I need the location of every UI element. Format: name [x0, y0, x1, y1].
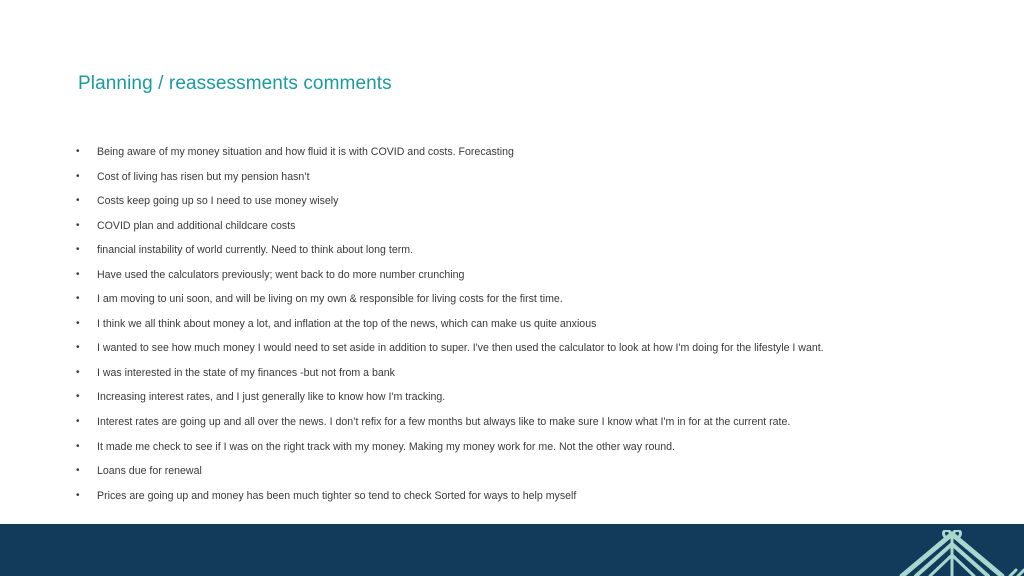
list-item-text: I am moving to uni soon, and will be living on my own & responsible for living costs for the first time.: [97, 293, 563, 306]
list-item-text: Interest rates are going up and all over the news. I don’t refix for a few months but always like to make sure I know what I'm in for at the current rate.: [97, 416, 791, 429]
list-item-text: I think we all think about money a lot, and inflation at the top of the news, which can make us quite anxious: [97, 317, 597, 330]
bullet-icon: •: [76, 317, 80, 329]
footer-bar: [0, 524, 1024, 576]
bullet-icon: •: [76, 244, 80, 256]
slide-title: Planning / reassessments comments: [78, 73, 392, 94]
bullet-icon: •: [76, 146, 80, 157]
bullet-icon: •: [76, 391, 80, 403]
list-item-text: I was interested in the state of my finances -but not from a bank: [97, 366, 395, 379]
bullet-icon: •: [76, 489, 80, 501]
list-item-text: Prices are going up and money has been much tighter so tend to check Sorted for ways to help myself: [97, 489, 577, 502]
list-item-text: I wanted to see how much money I would need to set aside in addition to super. I've then used the calculator to look at how I'm doing for the lifestyle I want.: [97, 342, 824, 355]
bullet-icon: •: [76, 366, 80, 378]
bullet-icon: •: [76, 440, 80, 452]
list-item-text: Loans due for renewal: [97, 465, 202, 478]
bullet-icon: •: [76, 195, 80, 207]
bullet-icon: •: [76, 219, 80, 231]
koru-roof-logo-icon: [894, 530, 1024, 576]
list-item-text: COVID plan and additional childcare costs: [97, 219, 296, 232]
bullet-icon: •: [76, 268, 80, 280]
list-item-text: Increasing interest rates, and I just generally like to know how I'm tracking.: [97, 391, 446, 404]
bullet-icon: •: [76, 170, 80, 182]
list-item-text: Being aware of my money situation and how fluid it is with COVID and costs. Forecasting: [97, 146, 514, 158]
list-item-text: financial instability of world currently. Need to think about long term.: [97, 244, 414, 257]
bullet-icon: •: [76, 293, 80, 305]
list-item-text: It made me check to see if I was on the right track with my money. Making my money work for me. Not the other way round.: [97, 440, 675, 453]
list-item-text: Costs keep going up so I need to use money wisely: [97, 195, 339, 208]
bullet-icon: •: [76, 342, 80, 354]
list-item-text: Have used the calculators previously; went back to do more number crunching: [97, 268, 465, 281]
list-item-text: Cost of living has risen but my pension hasn’t: [97, 170, 310, 183]
bullet-icon: •: [76, 416, 80, 428]
bullet-icon: •: [76, 465, 80, 477]
